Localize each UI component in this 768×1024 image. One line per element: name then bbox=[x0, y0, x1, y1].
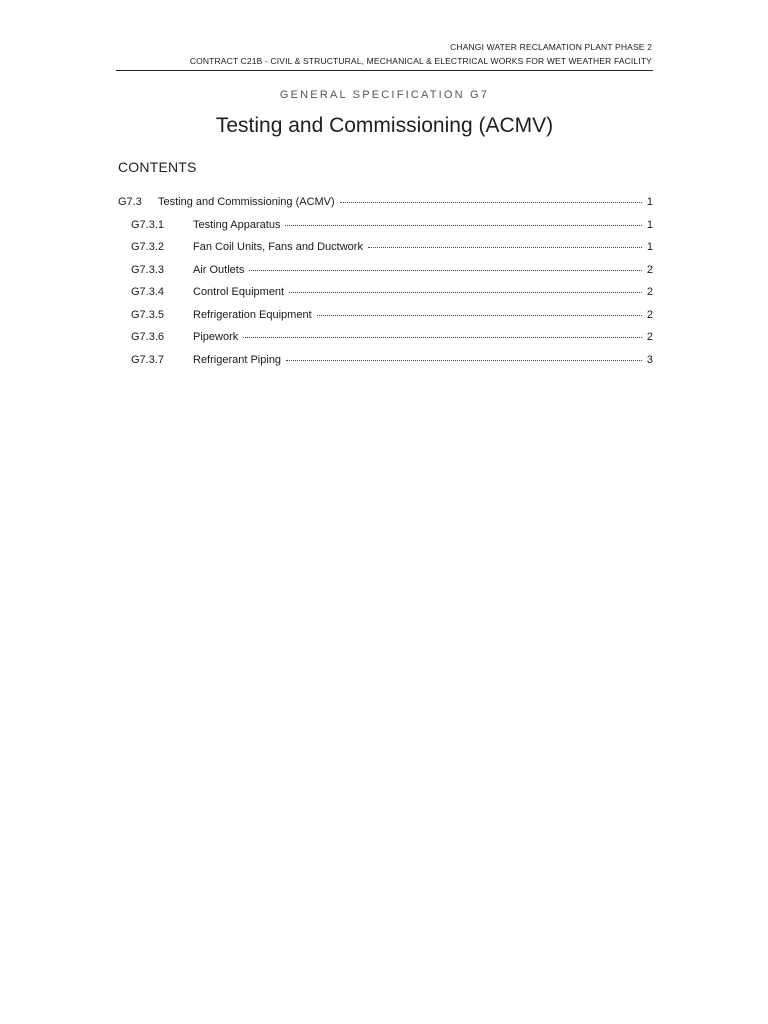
toc-entry-number: G7.3 bbox=[118, 196, 142, 208]
toc-entry-g7-3-1[interactable] bbox=[116, 215, 653, 238]
toc-dot-leader bbox=[243, 325, 642, 338]
toc-entry-title[interactable]: Testing Apparatus bbox=[193, 218, 281, 231]
toc-entry-title[interactable]: Pipework bbox=[193, 331, 239, 343]
page-header bbox=[116, 40, 652, 68]
toc-entry-g7-3[interactable] bbox=[116, 192, 653, 215]
toc-entry-title[interactable]: Testing and Commissioning (ACMV) bbox=[158, 196, 335, 208]
toc-entry-page[interactable]: 2 bbox=[646, 286, 653, 298]
toc-entry-page[interactable]: 2 bbox=[646, 331, 653, 343]
header-divider bbox=[116, 70, 653, 71]
page-title: Testing and Commissioning (ACMV) bbox=[215, 114, 554, 137]
toc-entry-number: G7.3.1 bbox=[131, 218, 165, 231]
toc-dot-leader bbox=[285, 213, 642, 226]
toc-entry-number: G7.3.7 bbox=[131, 353, 165, 366]
toc-entry-page[interactable]: 3 bbox=[646, 353, 653, 366]
toc-entry-g7-3-3[interactable] bbox=[116, 260, 653, 283]
toc-dot-leader bbox=[340, 190, 642, 203]
toc-entry-page[interactable]: 1 bbox=[646, 218, 653, 231]
toc-entry-title[interactable]: Air Outlets bbox=[193, 263, 245, 276]
toc-entry-g7-3-7[interactable] bbox=[116, 350, 653, 373]
toc-entry-title[interactable]: Fan Coil Units, Fans and Ductwork bbox=[193, 241, 363, 253]
toc-entry-number: G7.3.2 bbox=[131, 241, 165, 253]
contents-heading: CONTENTS bbox=[118, 159, 197, 175]
spec-label: GENERAL SPECIFICATION G7 bbox=[279, 89, 490, 101]
toc-entry-g7-3-4[interactable] bbox=[116, 282, 653, 305]
header-project-name: CHANGI WATER RECLAMATION PLANT PHASE 2 bbox=[450, 42, 652, 52]
table-of-contents bbox=[116, 192, 653, 372]
header-contract-name: CONTRACT C21B - CIVIL & STRUCTURAL, MECHANICAL & ELECTRICAL WORKS FOR WET WEATHER FACILITY bbox=[189, 56, 652, 66]
toc-dot-leader bbox=[289, 280, 642, 293]
toc-entry-number: G7.3.5 bbox=[131, 308, 165, 321]
toc-entry-page[interactable]: 1 bbox=[646, 241, 653, 253]
toc-entry-g7-3-2[interactable] bbox=[116, 237, 653, 260]
toc-entry-number: G7.3.6 bbox=[131, 331, 165, 343]
toc-entry-title[interactable]: Refrigeration Equipment bbox=[193, 308, 312, 321]
toc-entry-number: G7.3.4 bbox=[131, 286, 165, 298]
toc-entry-page[interactable]: 2 bbox=[646, 308, 653, 321]
toc-dot-leader bbox=[368, 235, 642, 248]
toc-entry-page[interactable]: 2 bbox=[646, 263, 653, 276]
toc-entry-title[interactable]: Control Equipment bbox=[193, 286, 285, 298]
toc-entry-g7-3-5[interactable] bbox=[116, 305, 653, 328]
toc-dot-leader bbox=[317, 303, 642, 316]
toc-entry-g7-3-6[interactable] bbox=[116, 327, 653, 350]
toc-entry-title[interactable]: Refrigerant Piping bbox=[193, 353, 282, 366]
toc-dot-leader bbox=[249, 258, 642, 271]
toc-entry-number: G7.3.3 bbox=[131, 263, 165, 276]
toc-dot-leader bbox=[286, 348, 642, 361]
toc-entry-page[interactable]: 1 bbox=[646, 196, 653, 208]
